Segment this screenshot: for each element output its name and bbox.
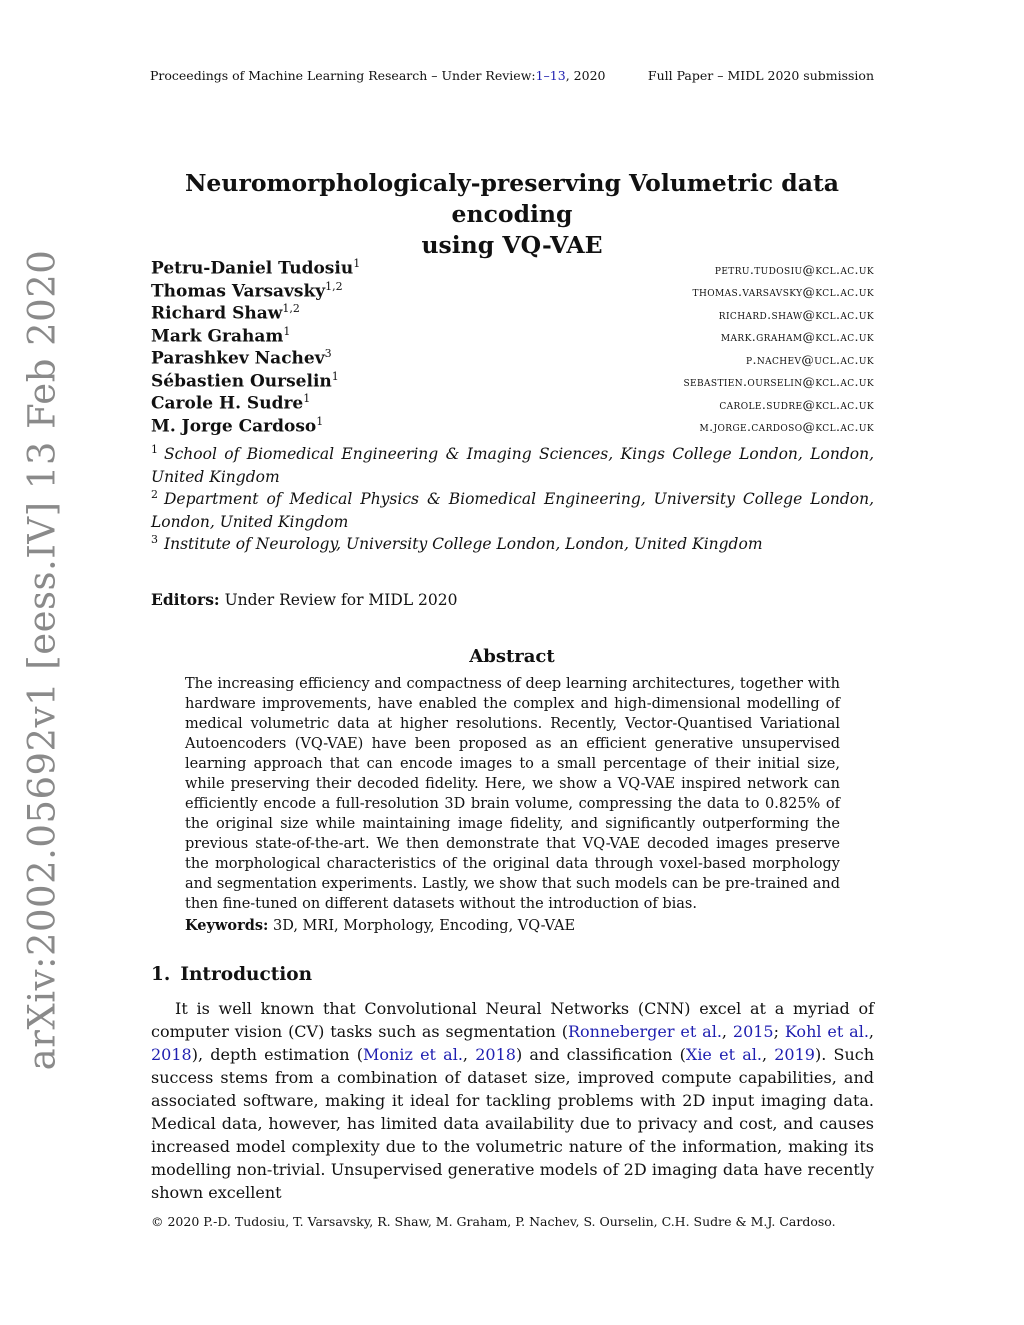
author-email[interactable]: m.jorge.cardoso@kcl.ac.uk — [699, 419, 874, 435]
author-row — [151, 302, 874, 325]
keywords-label: Keywords: — [185, 917, 269, 934]
keywords-value: 3D, MRI, Morphology, Encoding, VQ-VAE — [273, 918, 576, 934]
citation-link[interactable]: Ronneberger et al. — [568, 1022, 722, 1041]
keywords-line — [185, 916, 840, 936]
author-name: Richard Shaw$^{1,2}$ — [151, 302, 300, 324]
author-row — [151, 325, 874, 348]
author-row — [151, 280, 874, 303]
author-email[interactable]: p.nachev@ucl.ac.uk — [746, 351, 874, 367]
author-row — [151, 347, 874, 370]
author-row — [151, 257, 874, 280]
abstract-body: The increasing efficiency and compactness of deep learning architectures, together with hardware improvements, have enabled the complex and high-dimensional modelling of medical volumetric data at higher resolutions. Recently, Vector-Quantised Variational Autoencoders (VQ-VAE) have been proposed as an efficient generative unsupervised learning approach that can encode images to a small percentage of their initial size, while preserving their decoded fidelity. Here, we show a VQ-VAE inspired network can efficiently encode a full-resolution 3D brain volume, compressing the data to 0.825% of the original size while maintaining image fidelity, and significantly outperforming the previous state-of-the-art. We then demonstrate that VQ-VAE decoded images preserve the morphological characteristics of the original data through voxel-based morphology and segmentation experiments. Lastly, we show that such models can be pre-trained and then fine-tuned on different datasets without the introduction of bias. — [185, 676, 840, 912]
citation-year-link[interactable]: 2019 — [774, 1045, 815, 1064]
author-name: Thomas Varsavsky$^{1,2}$ — [151, 279, 343, 302]
author-name: Carole H. Sudre$^1$ — [151, 392, 311, 414]
author-name: Parashkev Nachev$^3$ — [151, 347, 332, 369]
editors-line — [151, 590, 458, 609]
author-name: M. Jorge Cardoso$^1$ — [151, 414, 324, 437]
arxiv-identifier-stamp: arXiv:2002.05692v1 [eess.IV] 13 Feb 2020 — [20, 249, 64, 1071]
author-row — [151, 392, 874, 415]
title-line-2: using VQ-VAE — [421, 231, 603, 259]
section-heading — [151, 964, 312, 985]
running-header-right: Full Paper – MIDL 2020 submission — [647, 68, 874, 83]
author-email[interactable]: mark.graham@kcl.ac.uk — [720, 329, 874, 345]
citation-year-link[interactable]: 2018 — [475, 1045, 516, 1064]
citation-link[interactable]: Xie et al. — [685, 1045, 762, 1064]
header-proceedings: Proceedings of Machine Learning Research – Under Review: — [150, 68, 536, 83]
affiliation: $^2$ Department of Medical Physics & Biomedical Engineering, University College London, London, United Kingdom — [151, 488, 874, 531]
author-row — [151, 415, 874, 438]
copyright-notice: © 2020 P.-D. Tudosiu, T. Varsavsky, R. Shaw, M. Graham, P. Nachev, S. Ourselin, C.H. Sudre & M.J. Cardoso. — [151, 1214, 836, 1229]
author-email[interactable]: carole.sudre@kcl.ac.uk — [719, 396, 874, 412]
citation-link[interactable]: Moniz et al. — [363, 1045, 463, 1064]
title-line-1: Neuromorphologicaly-preserving Volumetric data encoding — [184, 169, 840, 228]
author-row — [151, 370, 874, 393]
citation-year-link[interactable]: 2015 — [732, 1022, 774, 1041]
author-name: Mark Graham$^1$ — [151, 324, 291, 347]
affiliation: $^3$ Institute of Neurology, University College London, London, United Kingdom — [151, 533, 763, 554]
affiliation: $^1$ School of Biomedical Engineering & Imaging Sciences, Kings College London, London, United Kingdom — [151, 443, 874, 486]
citation-link[interactable]: Kohl et al. — [784, 1022, 869, 1041]
paper-title — [140, 168, 884, 261]
running-header-left — [150, 68, 605, 83]
introduction-paragraph: It is well known that Convolutional Neural Networks (CNN) excel at a myriad of computer vision (CV) tasks such as segmentation (Ronneberger et al., 2015; Kohl et al., 2018), depth estimation (Moniz et al., 2018) and classification (Xie et al., 2019). Such success stems from a combination of dataset size, improved compute capabilities, and associated software, making it ideal for tackling problems with 2D input imaging data. Medical data, however, has limited data availability due to privacy and cost, and causes increased model complexity due to the volumetric nature of the information, making its modelling non-trivial. Unsupervised generative models of 2D imaging data have recently shown excellent — [151, 999, 875, 1202]
editors-label: Editors: — [151, 590, 220, 609]
author-name: Petru-Daniel Tudosiu$^1$ — [151, 257, 361, 279]
header-year: , 2020 — [565, 68, 606, 83]
section-title: Introduction — [180, 964, 313, 985]
citation-year-link[interactable]: 2018 — [151, 1045, 192, 1064]
abstract-heading: Abstract — [469, 646, 555, 667]
author-email[interactable]: sebastien.ourselin@kcl.ac.uk — [683, 374, 874, 390]
section-number: 1. — [151, 964, 171, 985]
header-page-range-link[interactable]: 1–13 — [535, 68, 566, 83]
editors-value: Under Review for MIDL 2020 — [224, 591, 458, 609]
author-email[interactable]: richard.shaw@kcl.ac.uk — [718, 306, 874, 322]
author-email[interactable]: petru.tudosiu@kcl.ac.uk — [714, 261, 874, 277]
author-name: Sébastien Ourselin$^1$ — [151, 369, 339, 392]
author-email[interactable]: thomas.varsavsky@kcl.ac.uk — [692, 284, 874, 300]
